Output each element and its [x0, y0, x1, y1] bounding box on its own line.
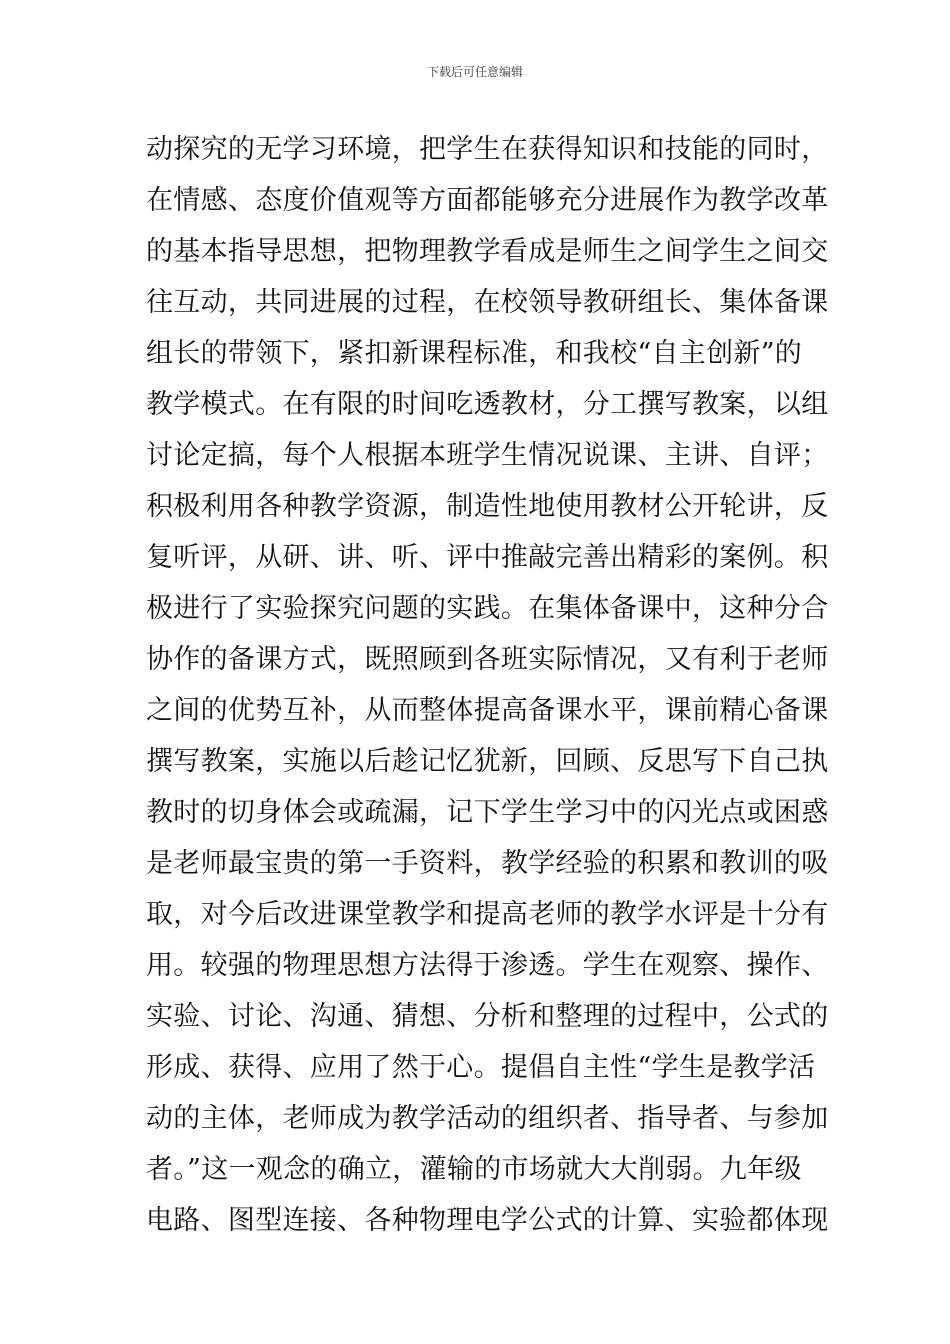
text-line-2: 在情感、态度价值观等方面都能够充分进展作为教学改革	[146, 185, 829, 216]
text-line-9: 复听评，从研、讲、听、评中推敲完善出精彩的案例。积	[146, 542, 829, 573]
text-line-18: 实验、讨论、沟通、猜想、分析和整理的过程中，公式的	[146, 1001, 829, 1032]
text-line-22: 电路、图型连接、各种物理电学公式的计算、实验都体现	[146, 1205, 829, 1236]
text-line-1: 动探究的无学习环境，把学生在获得知识和技能的同时，	[146, 134, 829, 165]
text-line-14: 教时的切身体会或疏漏，记下学生学习中的闪光点或困惑	[146, 797, 829, 828]
text-line-20: 动的主体，老师成为教学活动的组织者、指导者、与参加	[146, 1103, 829, 1134]
text-line-12: 之间的优势互补，从而整体提高备课水平，课前精心备课	[146, 695, 829, 726]
text-line-17: 用。较强的物理思想方法得于渗透。学生在观察、操作、	[146, 950, 829, 981]
text-line-19: 形成、获得、应用了然于心。提倡自主性“学生是教学活	[146, 1052, 816, 1083]
text-line-8: 积极利用各种教学资源，制造性地使用教材公开轮讲，反	[146, 491, 829, 522]
text-line-4: 往互动，共同进展的过程，在校领导教研组长、集体备课	[146, 287, 829, 318]
text-line-6: 教学模式。在有限的时间吃透教材，分工撰写教案，以组	[146, 389, 829, 420]
text-line-3: 的基本指导思想，把物理教学看成是师生之间学生之间交	[146, 236, 829, 267]
text-line-10: 极进行了实验探究问题的实践。在集体备课中，这种分合	[146, 593, 829, 624]
text-line-7: 讨论定搞，每个人根据本班学生情况说课、主讲、自评；	[146, 440, 829, 471]
text-line-21: 者。”这一观念的确立，灌输的市场就大大削弱。九年级	[146, 1154, 802, 1185]
text-line-15: 是老师最宝贵的第一手资料，教学经验的积累和教训的吸	[146, 848, 829, 879]
text-line-5: 组长的带领下，紧扣新课程标准，和我校“自主创新”的	[146, 338, 803, 369]
text-line-11: 协作的备课方式，既照顾到各班实际情况，又有利于老师	[146, 644, 829, 675]
text-line-13: 撰写教案，实施以后趁记忆犹新，回顾、反思写下自己执	[146, 746, 829, 777]
page-header: 下载后可任意编辑	[426, 65, 523, 79]
document-body	[146, 124, 829, 1246]
text-line-16: 取，对今后改进课堂教学和提高老师的教学水评是十分有	[146, 899, 829, 930]
